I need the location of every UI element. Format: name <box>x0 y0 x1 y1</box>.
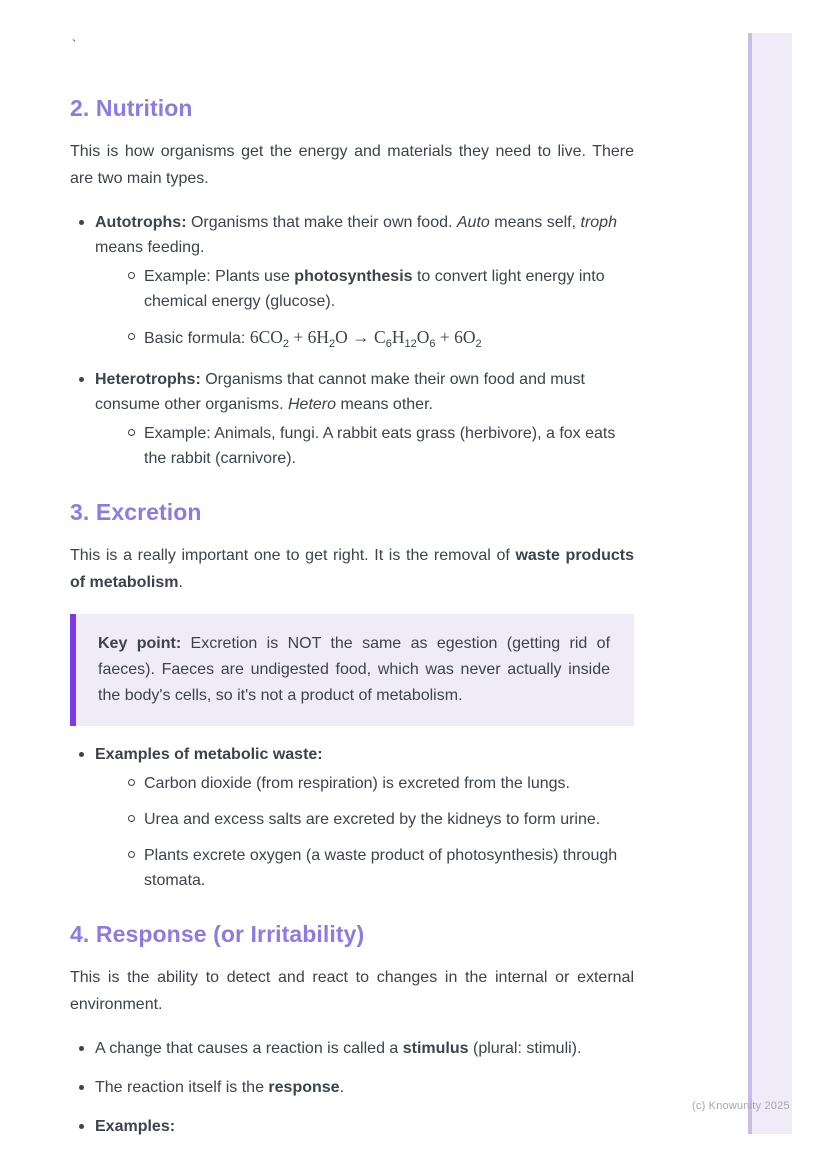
list-item-text <box>95 1118 175 1135</box>
page-edge-strip <box>748 33 792 1134</box>
text-segment: The reaction itself is the <box>95 1079 269 1096</box>
text-segment: Auto <box>456 214 490 231</box>
list-item-text <box>95 1079 344 1096</box>
text-segment: 6 <box>385 338 392 350</box>
keypoint-text <box>98 631 610 709</box>
list-item <box>70 210 634 353</box>
paragraph <box>70 138 634 192</box>
text-segment: (plural: stimuli). <box>468 1040 582 1057</box>
bullet-list <box>70 742 634 893</box>
text-segment: means other. <box>336 396 433 413</box>
list-item-text <box>95 746 323 763</box>
text-segment: means self, <box>489 214 581 231</box>
text-segment: + 6H <box>289 327 330 347</box>
content-root <box>70 36 634 1157</box>
text-segment: troph <box>580 214 617 231</box>
sub-list-item <box>120 771 634 796</box>
text-segment: O <box>416 327 430 347</box>
bullet-list <box>70 210 634 471</box>
keypoint-box <box>70 614 634 726</box>
text-segment: 2 <box>475 338 482 350</box>
text-segment: to convert light energy into chemical energy (glucose). <box>144 268 605 310</box>
list-item-text <box>95 1040 581 1057</box>
text-segment: This is the ability to detect and react to changes in the internal or external environment. <box>70 969 634 1013</box>
section-heading: 3. Excretion <box>70 499 202 525</box>
text-segment: Autotrophs: <box>95 214 187 231</box>
text-segment: Organisms that make their own food. <box>186 214 457 231</box>
text-segment: Urea and excess salts are excreted by the kidneys to form urine. <box>144 811 601 828</box>
text-segment: 12 <box>404 338 417 350</box>
text-segment: means feeding. <box>95 239 205 256</box>
text-segment: Organisms that cannot make their own food and must consume other organisms. <box>95 371 585 413</box>
watermark: (c) Knowunity 2025 <box>692 1100 790 1112</box>
sub-list-item-text <box>144 425 615 467</box>
text-segment: Examples: <box>95 1118 176 1135</box>
text-segment: waste products of metabolism <box>70 547 634 591</box>
sub-list-item <box>120 807 634 832</box>
text-segment: This is how organisms get the energy and materials they need to live. There are two main types. <box>70 143 634 187</box>
section-heading: 4. Response (or Irritability) <box>70 921 365 947</box>
text-segment: response <box>268 1079 340 1096</box>
list-item <box>70 1036 634 1061</box>
text-segment: Excretion is NOT the same as egestion (getting rid of faeces). Faeces are undigested food, which was never actually inside the body's cells, so it's not a product of metabolism. <box>98 635 611 704</box>
text-segment: Plants excrete oxygen (a waste product of photosynthesis) through stomata. <box>144 847 618 889</box>
text-segment: Key point: <box>98 635 182 652</box>
list-item <box>70 1075 634 1100</box>
sub-list-item-text <box>144 327 482 350</box>
text-segment: O → C <box>335 327 386 347</box>
text-segment: . <box>339 1079 345 1096</box>
paragraph <box>70 542 634 596</box>
text-segment: Basic formula: <box>144 330 250 347</box>
sub-bullet-list <box>120 421 634 471</box>
sub-list-item-text <box>144 268 605 310</box>
text-segment: 2 <box>282 338 289 350</box>
list-item-text <box>95 214 617 256</box>
sub-list-item-text <box>144 847 617 889</box>
text-segment: photosynthesis <box>294 268 413 285</box>
list-item <box>70 742 634 893</box>
list-item-text <box>95 371 585 413</box>
sub-list-item <box>120 421 634 471</box>
text-segment: + 6O <box>435 327 476 347</box>
text-segment: Example: Animals, fungi. A rabbit eats grass (herbivore), a fox eats the rabbit (carnivore). <box>144 425 616 467</box>
text-segment: Hetero <box>287 396 337 413</box>
sub-list-item-text <box>144 811 600 828</box>
bullet-list <box>70 1036 634 1139</box>
list-item <box>70 367 634 471</box>
text-segment: Example: Plants use <box>144 268 295 285</box>
text-segment: A change that causes a reaction is called a <box>95 1040 403 1057</box>
text-segment: Carbon dioxide (from respiration) is excreted from the lungs. <box>144 775 570 792</box>
paragraph <box>70 964 634 1018</box>
text-segment: This is a really important one to get right. It is the removal of <box>70 547 516 564</box>
sub-list-item <box>120 325 634 353</box>
sub-bullet-list <box>120 264 634 353</box>
text-segment: . <box>178 574 183 591</box>
section-heading: 2. Nutrition <box>70 95 193 121</box>
text-segment: Examples of metabolic waste: <box>95 746 323 763</box>
text-segment: 6CO <box>249 327 283 347</box>
text-segment: stimulus <box>402 1040 469 1057</box>
text-segment: Heterotrophs: <box>95 371 201 388</box>
sub-list-item <box>120 843 634 893</box>
sub-bullet-list <box>120 771 634 893</box>
list-item <box>70 1114 634 1139</box>
text-segment: 6 <box>429 338 436 350</box>
sub-list-item <box>120 264 634 314</box>
text-segment: 2 <box>329 338 336 350</box>
sub-list-item-text <box>144 775 570 792</box>
stray-mark: ` <box>72 37 77 52</box>
text-segment: H <box>391 327 405 347</box>
